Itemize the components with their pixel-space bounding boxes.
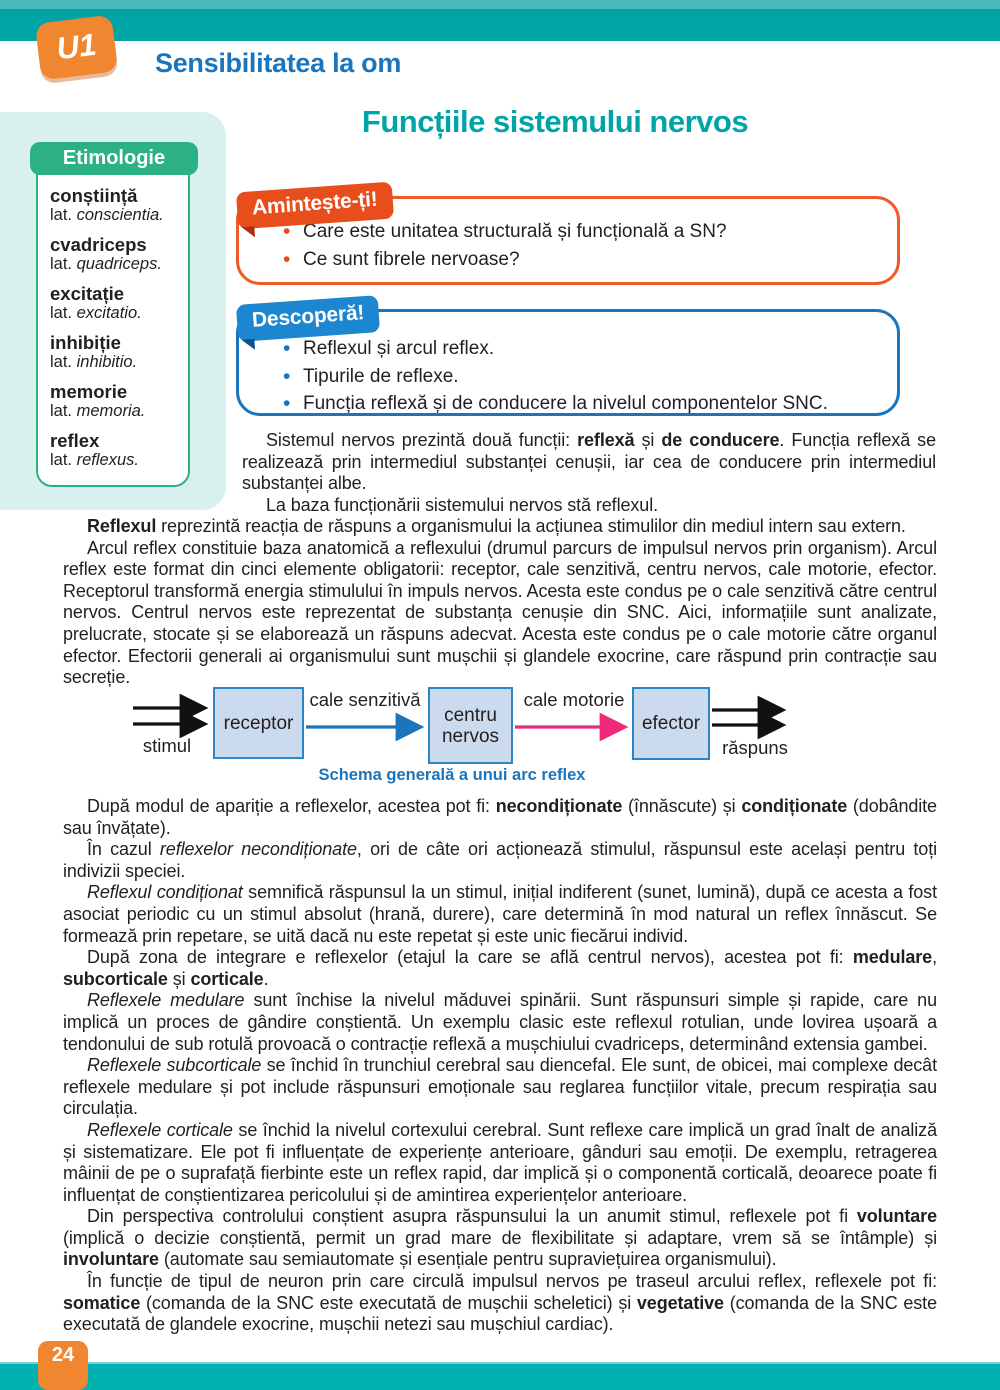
etymology-entry (50, 185, 182, 225)
diagram-box-receptor: receptor (213, 687, 304, 759)
etymology-latin: lat. inhibitio. (50, 353, 138, 371)
paragraph: Arcul reflex constituie baza anatomică a reflexului (drumul parcurs de impulsul nervos prin organism). Arcul reflex este format din cinci elemente obligatorii: receptor, cale senzitivă, centru nervos, cale motorie, efector. Receptorul transformă energia stimulului în impuls nervos. Acesta este condus pe o cale senzitivă către centrul nervos. Centrul nervos este reprezentat de substanța cenușie din SNC. Aici, informațiile sunt analizate, prelucrate, stocate și se elaborează un răspuns adecvat. Acesta este condus pe o cale motorie către organul efector. Efectorii generali ai organismului sunt mușchii și glandele exocrine, care răspund prin contracție sau secreție. (63, 537, 937, 688)
diagram-label-response: răspuns (722, 737, 788, 758)
etymology-term: excitație (50, 283, 125, 304)
etymology-latin: lat. quadriceps. (50, 255, 162, 273)
etymology-entries (50, 185, 182, 470)
bullet-item: • Care este unitatea structurală și funcțională a SN? (283, 218, 897, 246)
etymology-latin: lat. excitatio. (50, 304, 142, 322)
bottom-teal-bar (0, 1362, 1000, 1390)
paragraph: Reflexele subcorticale se închid în trunchiul cerebral sau diencefal. Ele sunt, de obicei, mai complexe decât reflexele medulare și pot include răspunsuri emoționale sau reglarea funcțiilor vitale, precum respirația sau circulația. (63, 1055, 937, 1119)
diagram-label-sensitive-path: cale senzitivă (309, 689, 421, 710)
remember-ribbon: Amintește-ți! (236, 182, 394, 230)
bullet-item: • Tipurile de reflexe. (283, 363, 897, 391)
unit-badge: U1 (35, 15, 118, 81)
chapter-title: Sensibilitatea la om (155, 48, 402, 78)
etymology-panel (36, 170, 190, 487)
etymology-term: cvadriceps (50, 234, 147, 255)
etymology-latin: lat. reflexus. (50, 451, 139, 469)
paragraph: În funcție de tipul de neuron prin care circulă impulsul nervos pe traseul arcului reflex, reflexele pot fi: somatice (comanda de la SNC este executată de mușchii scheletici) și vegetative (comanda de la SNC este executată de glandele exocrine, mușchii netezi sau mușchiul cardiac). (63, 1271, 937, 1335)
bullet-item: • Funcția reflexă și de conducere la nivelul componentelor SNC. (283, 390, 897, 418)
paragraph: Din perspectiva controlului conștient asupra răspunsului la un anumit stimul, reflexele pot fi voluntare (implică o decizie conștientă, permit un grad mare de flexibilitate și adaptare, vrem să se întâmple) și involuntare (automate sau semiautomate și esențiale pentru supraviețuirea organismului). (63, 1206, 937, 1270)
etymology-term: conștiință (50, 185, 138, 206)
etymology-entry (50, 381, 182, 421)
etymology-latin: lat. memoria. (50, 402, 146, 420)
paragraph: După modul de apariție a reflexelor, acestea pot fi: necondiționate (înnăscute) și condiționate (dobândite sau învățate). (63, 796, 937, 838)
discover-list (283, 335, 897, 418)
etymology-entry (50, 430, 182, 470)
discover-ribbon: Descoperă! (236, 295, 381, 342)
bullet-item: • Ce sunt fibrele nervoase? (283, 246, 897, 274)
diagram-label-motor-path: cale motorie (523, 689, 625, 710)
paragraph: În cazul reflexelor necondiționate, ori de câte ori acționează stimulul, răspunsul este același pentru toți indivizii speciei. (63, 839, 937, 881)
diagram-box-nerve-center: centru nervos (428, 687, 513, 764)
paragraph: Sistemul nervos prezintă două funcții: reflexă și de conducere. Funcția reflexă se realizează prin intermediul substanței cenușii, iar cea de conducere prin intermediul substanței albe. (242, 430, 936, 494)
diagram-box-effector: efector (632, 687, 710, 760)
etymology-term: memorie (50, 381, 128, 402)
paragraph: La baza funcționării sistemului nervos stă reflexul. (266, 494, 658, 515)
paragraph: Reflexul reprezintă reacția de răspuns a organismului la acțiunea stimulilor din mediul intern sau extern. (87, 516, 906, 536)
etymology-entry (50, 234, 182, 274)
etymology-latin: lat. conscientia. (50, 206, 164, 224)
paragraph: După zona de integrare e reflexelor (etajul la care se află centrul nervos), acestea pot fi: medulare, subcorticale și corticale. (63, 947, 937, 989)
top-teal-bar (0, 9, 1000, 41)
top-accent-strip (0, 0, 1000, 9)
remember-list (283, 218, 897, 273)
intro-text-block (242, 430, 936, 516)
diagram-label-stimulus: stimul (142, 735, 192, 756)
etymology-term: inhibiție (50, 332, 121, 353)
paragraph: Reflexele corticale se închid la nivelul cortexului cerebral. Sunt reflexe care implică un grad înalt de analiză și sistematizare. Ele pot fi influențate de experiențe anterioare, gânduri sau emoții. De exemplu, retragerea mâinii de pe o suprafață fierbinte este un reflex rapid, dar implică și o componentă corticală, deoarece poate fi influențat de conștientizarea pericolului și de amintirea experiențelor anterioare. (63, 1119, 937, 1205)
paragraph: Reflexele medulare sunt închise la nivelul măduvei spinării. Sunt răspunsuri simple și rapide, care nu implică un proces de gândire conștientă. Un exemplu clasic este reflexul rotulian, unde lovirea ușoară a tendonului de sub rotulă provoacă o contracție reflexă a mușchiului cvadriceps, determinând extensia gambei. (63, 990, 937, 1054)
page-number-badge: 24 (38, 1341, 88, 1390)
etymology-entry (50, 332, 182, 372)
diagram-caption: Schema generală a unui arc reflex (318, 766, 586, 784)
main-text-block-1 (63, 516, 937, 689)
paragraph: Reflexul condiționat semnifică răspunsul la un stimul, inițial indiferent (sunet, lumină), după ce acesta a fost asociat periodic cu un stimul absolut (hrană, durere), care determină în mod natural un reflex înnăscut. Se formează prin repetare, se uită dacă nu este repetat și este unic fiecărui individ. (63, 882, 937, 946)
bullet-item: • Reflexul și arcul reflex. (283, 335, 897, 363)
main-text-block-2 (63, 796, 937, 1336)
etymology-heading: Etimologie (30, 142, 198, 175)
page-title: Funcțiile sistemului nervos (361, 104, 749, 139)
etymology-entry (50, 283, 182, 323)
etymology-term: reflex (50, 430, 100, 451)
